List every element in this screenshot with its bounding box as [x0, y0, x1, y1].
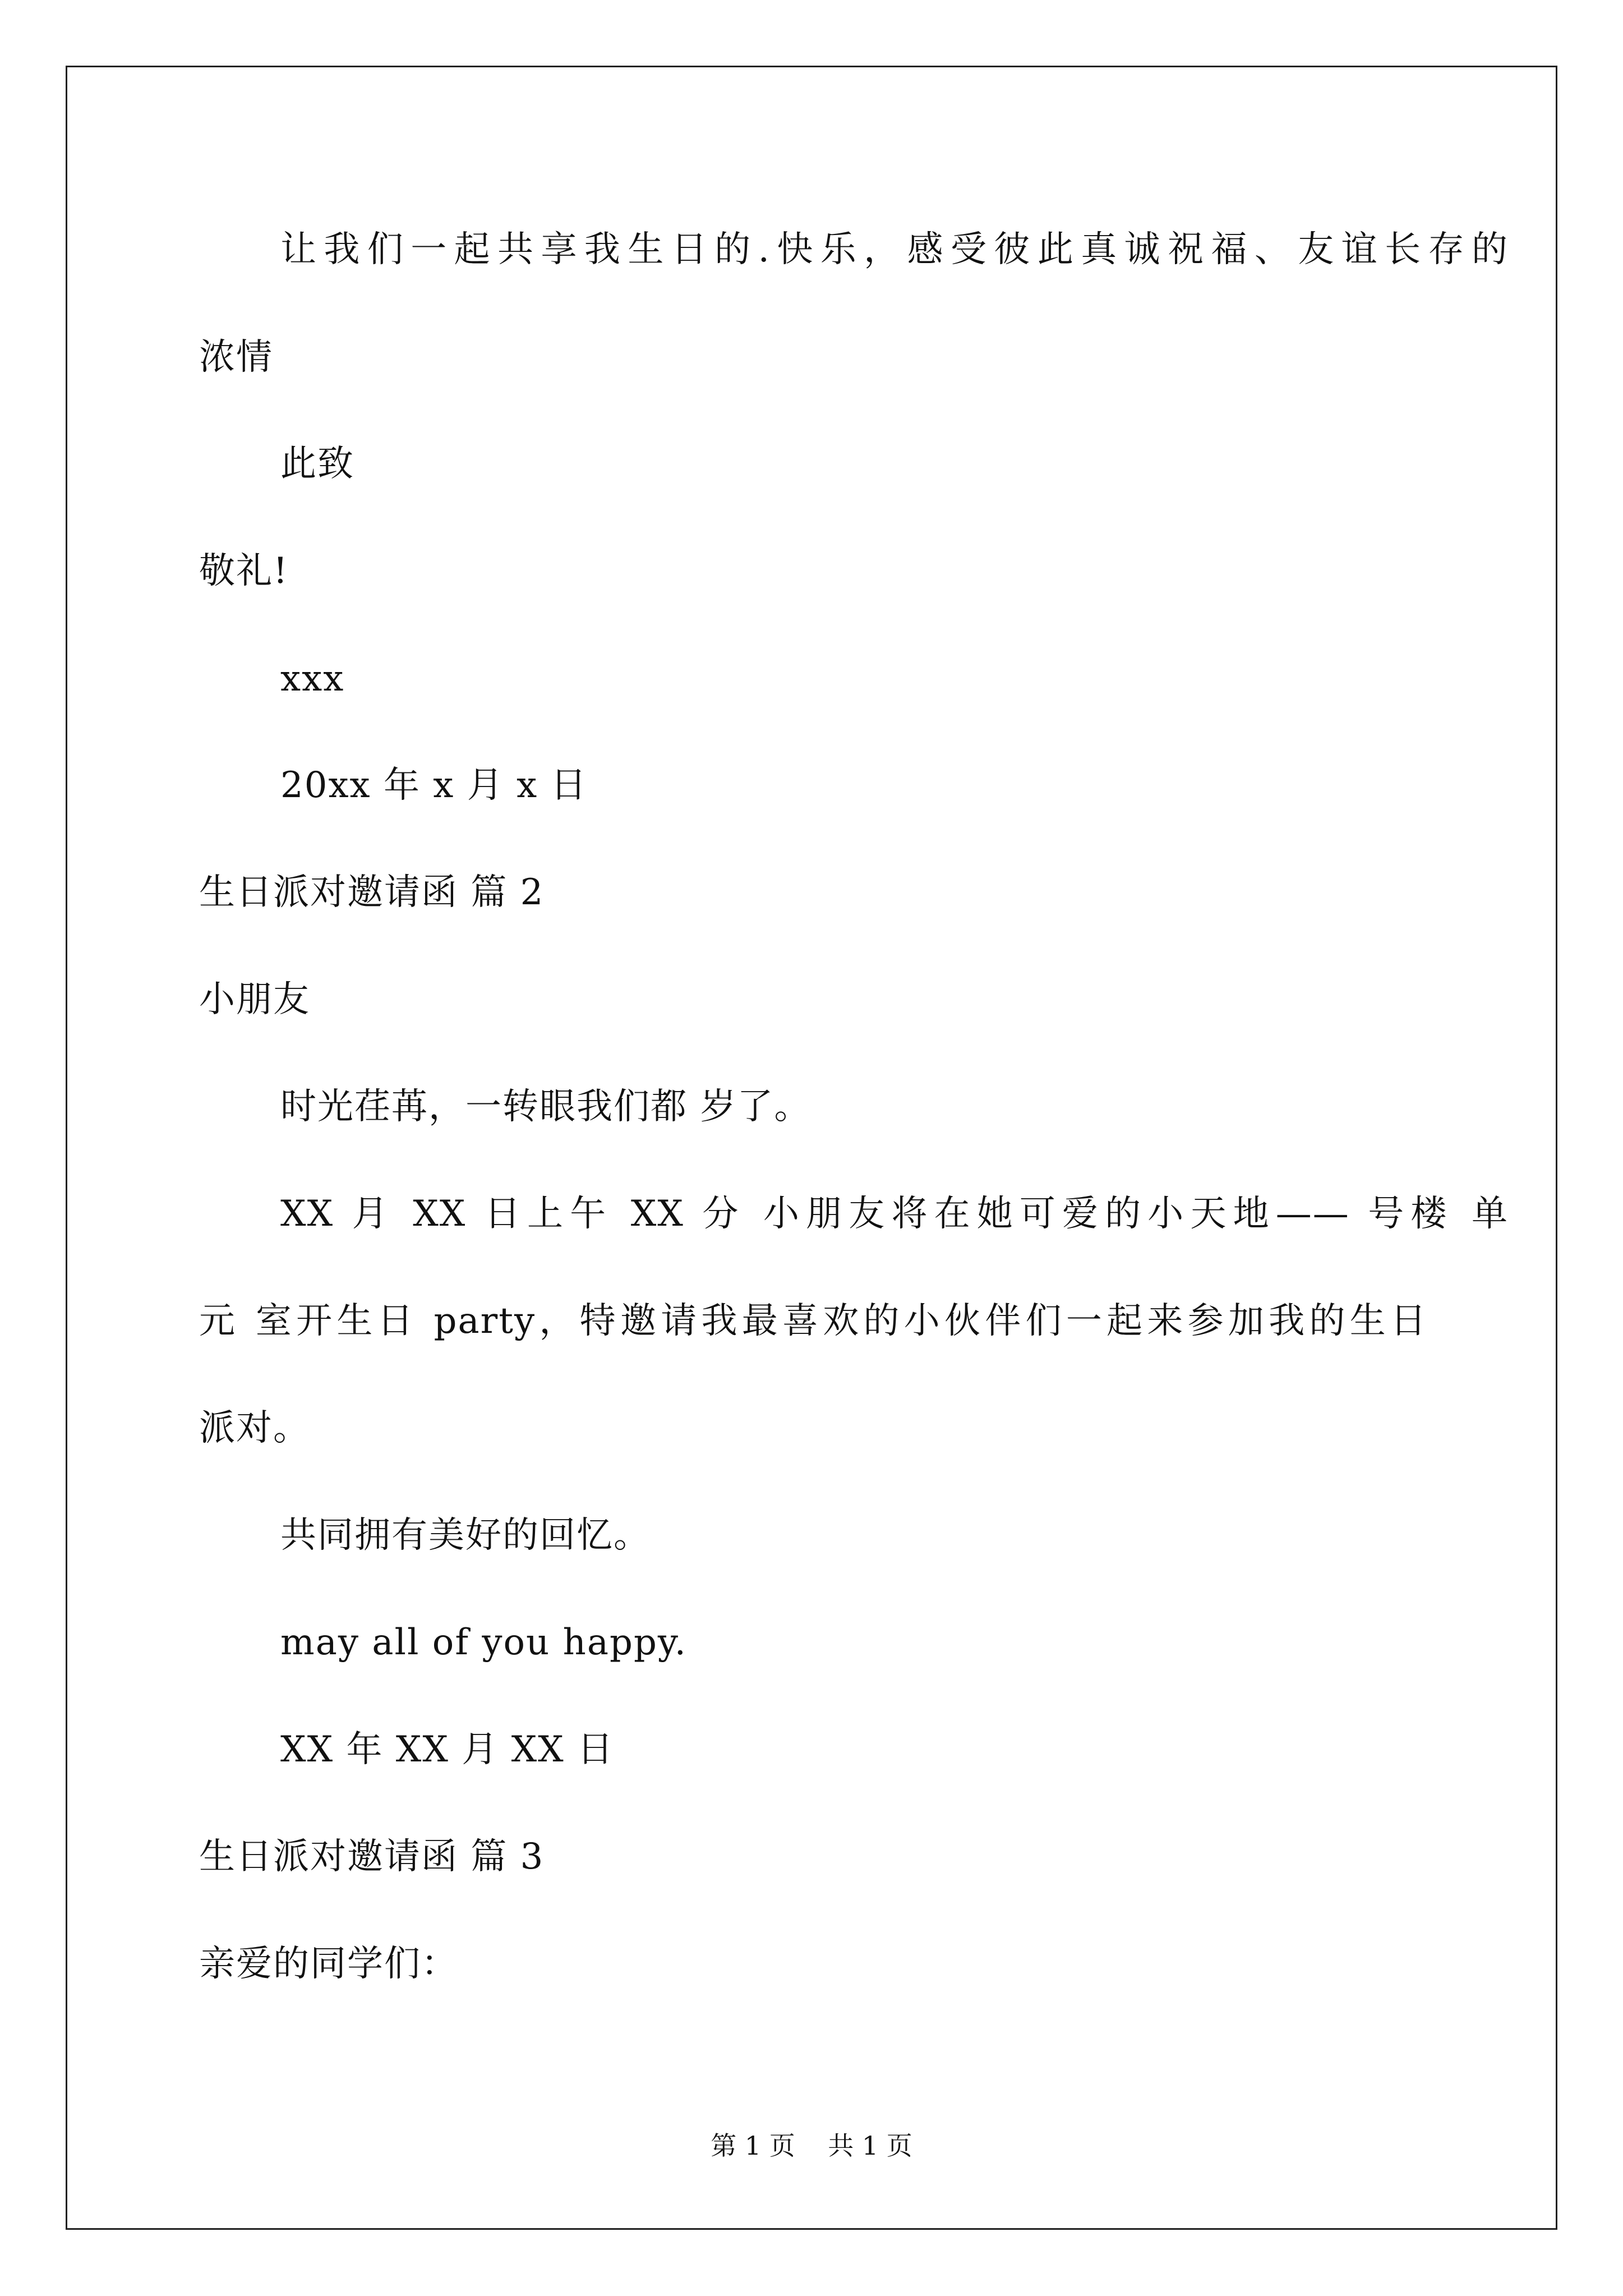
paragraph-line: 让我们一起共享我生日的.快乐，感受彼此真诚祝福、友谊长存的: [280, 229, 1509, 270]
addressee-line: 小朋友: [199, 979, 310, 1020]
page-number-footer: 第 1 页 共 1 页: [711, 2131, 912, 2161]
signature-name: xxx: [280, 658, 345, 700]
section-heading: 生日派对邀请函 篇 2: [199, 872, 545, 913]
addressee-line: 亲爱的同学们：: [199, 1943, 458, 1985]
signature-date: 20xx 年 x 月 x 日: [280, 765, 588, 806]
paragraph-line: XX 月 XX 日上午 XX 分 小朋友将在她可爱的小天地—— 号楼 单: [280, 1193, 1509, 1235]
paragraph-line: may all of you happy.: [280, 1622, 687, 1663]
paragraph-line: 浓情: [199, 337, 273, 378]
closing-salutation: 此致: [280, 443, 354, 485]
paragraph-line: 派对。: [199, 1407, 310, 1449]
paragraph-line: 元 室开生日 party，特邀请我最喜欢的小伙伴们一起来参加我的生日: [199, 1300, 1427, 1342]
closing-salutation: 敬礼!: [199, 550, 289, 592]
section-heading: 生日派对邀请函 篇 3: [199, 1836, 545, 1878]
paragraph-line: 时光荏苒，一转眼我们都 岁了。: [280, 1086, 811, 1128]
page-border: [66, 66, 1557, 2230]
signature-date: XX 年 XX 月 XX 日: [280, 1729, 615, 1770]
paragraph-line: 共同拥有美好的回忆。: [280, 1515, 651, 1556]
